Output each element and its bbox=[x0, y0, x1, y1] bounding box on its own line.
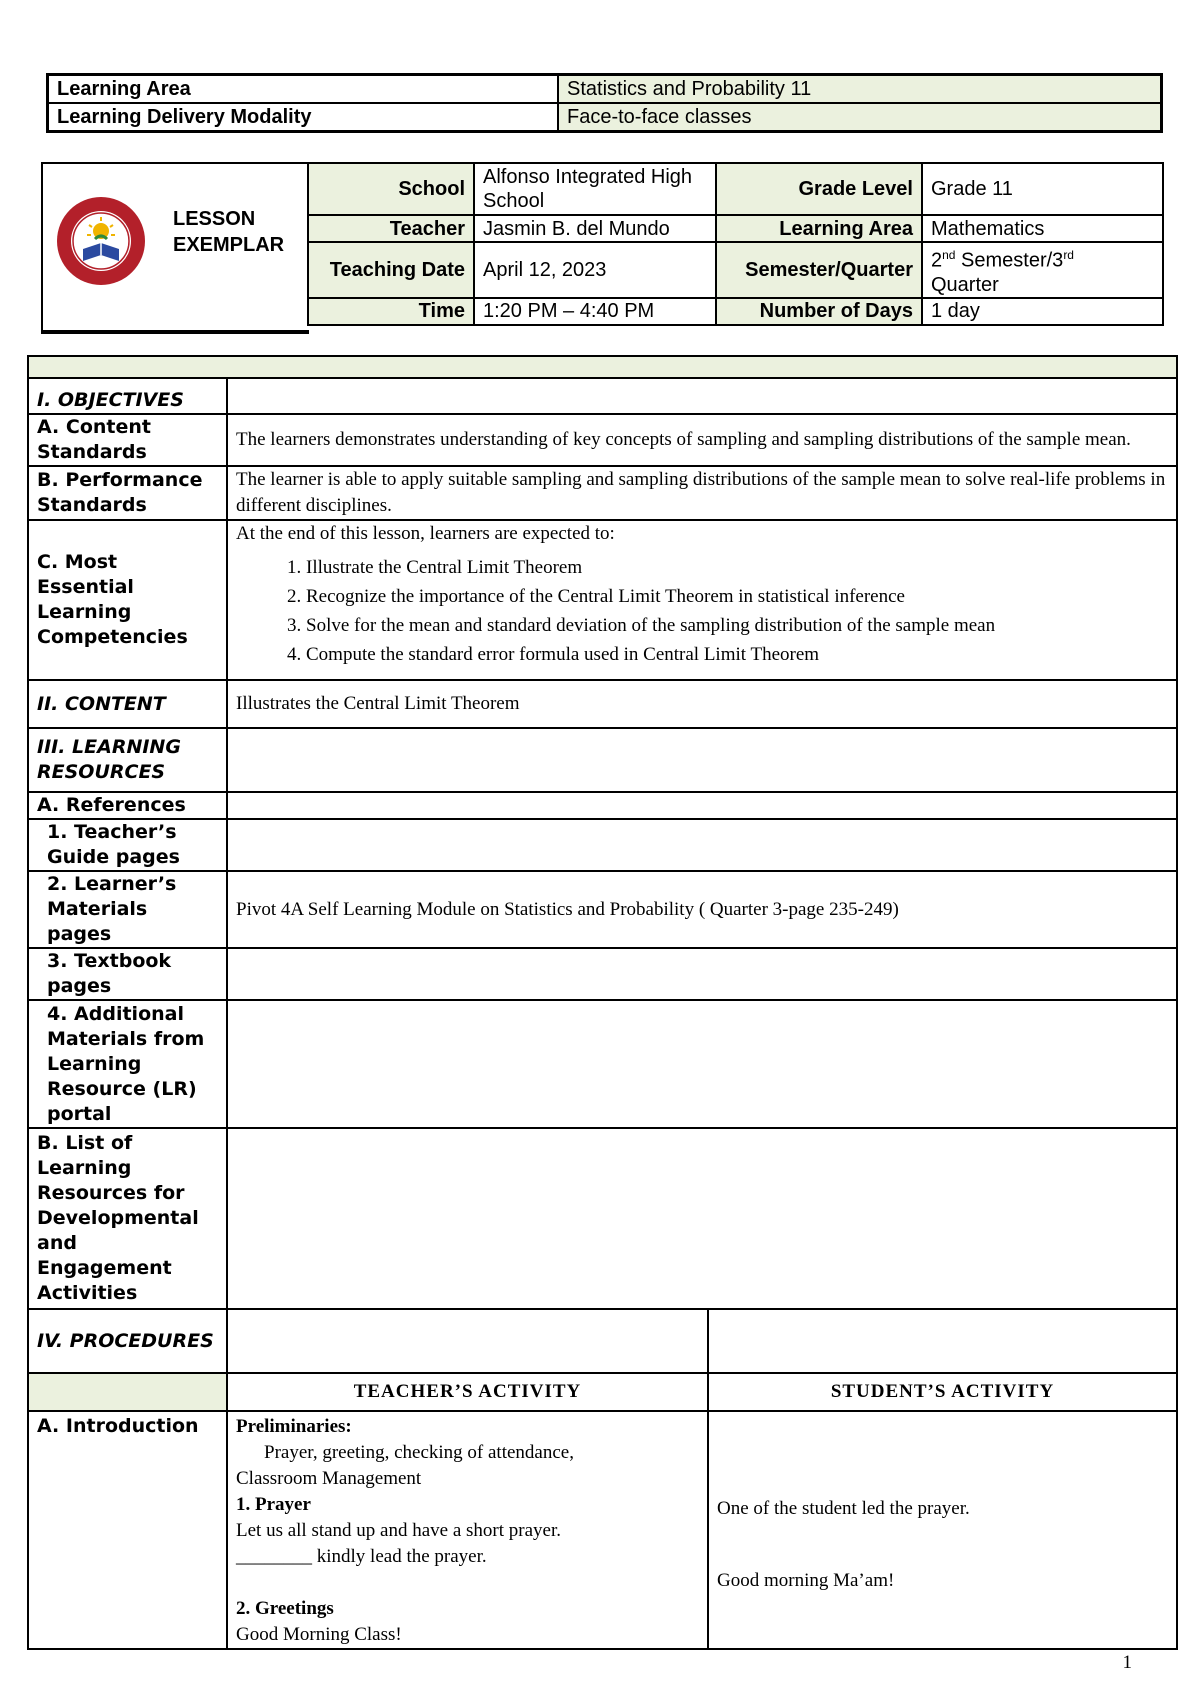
days-value: 1 day bbox=[922, 298, 1163, 325]
procedures-heading: IV. PROCEDURES bbox=[28, 1309, 227, 1373]
school-value: Alfonso Integrated High School bbox=[474, 163, 716, 215]
lesson-title: LESSON EXEMPLAR bbox=[173, 208, 285, 256]
greetings-line: Good Morning Class! bbox=[236, 1624, 402, 1645]
list-item: 4. Compute the standard error formula used in Central Limit Theorem bbox=[306, 640, 1168, 669]
teachers-guide-label: 1. Teacher’s Guide pages bbox=[28, 819, 227, 871]
learners-materials-label: 2. Learner’s Materials pages bbox=[28, 871, 227, 948]
learning-area-label: Learning Area bbox=[48, 75, 559, 104]
student-activity-heading: STUDENT’S ACTIVITY bbox=[708, 1373, 1177, 1411]
semester-label: Semester/Quarter bbox=[716, 242, 922, 298]
melc-intro: At the end of this lesson, learners are expected to: bbox=[236, 523, 615, 544]
list-item: 1. Illustrate the Central Limit Theorem bbox=[306, 553, 1168, 582]
modality-value: Face-to-face classes bbox=[558, 103, 1162, 132]
time-value: 1:20 PM – 4:40 PM bbox=[474, 298, 716, 325]
learning-resources-list-label: B. List of Learning Resources for Developmental and Engagement Activities bbox=[28, 1128, 227, 1309]
melc-cell bbox=[227, 520, 1177, 680]
objectives-heading: I. OBJECTIVES bbox=[28, 378, 227, 414]
textbook-label: 3. Textbook pages bbox=[28, 948, 227, 1000]
lesson-table bbox=[27, 355, 1178, 1650]
prayer-line: Let us all stand up and have a short prayer. bbox=[236, 1520, 562, 1541]
preliminaries-heading: Preliminaries: bbox=[236, 1416, 352, 1437]
student-activity-cell bbox=[708, 1411, 1177, 1649]
teacher-activity-cell bbox=[227, 1411, 708, 1649]
grade-label: Grade Level bbox=[716, 163, 922, 215]
teacher-label: Teacher bbox=[308, 215, 474, 242]
page-number: 1 bbox=[1122, 1652, 1132, 1673]
resources-heading: III. LEARNING RESOURCES bbox=[28, 728, 227, 792]
references-label: A. References bbox=[28, 792, 227, 819]
info-table bbox=[307, 162, 1164, 326]
student-prayer: One of the student led the prayer. bbox=[717, 1498, 970, 1519]
list-item: 2. Recognize the importance of the Central Limit Theorem in statistical inference bbox=[306, 582, 1168, 611]
melc-list bbox=[236, 553, 1168, 669]
content-standards-label: A. Content Standards bbox=[28, 414, 227, 466]
preliminaries-text-2: Classroom Management bbox=[236, 1468, 422, 1489]
performance-standards-label: B. Performance Standards bbox=[28, 466, 227, 520]
content-standards-text: The learners demonstrates understanding of key concepts of sampling and sampling distributions of the sample mean. bbox=[227, 414, 1177, 466]
semester-value: 2nd Semester/3rd Quarter bbox=[922, 242, 1163, 298]
introduction-label: A. Introduction bbox=[28, 1411, 227, 1649]
melc-label: C. Most Essential Learning Competencies bbox=[28, 520, 227, 680]
date-label: Teaching Date bbox=[308, 242, 474, 298]
learning-area-value: Statistics and Probability 11 bbox=[558, 75, 1162, 104]
performance-standards-text: The learner is able to apply suitable sampling and sampling distributions of the sample mean to solve real-life problems in different disciplines. bbox=[227, 466, 1177, 520]
teacher-value: Jasmin B. del Mundo bbox=[474, 215, 716, 242]
student-greeting: Good morning Ma’am! bbox=[717, 1570, 895, 1591]
time-label: Time bbox=[308, 298, 474, 325]
school-label: School bbox=[308, 163, 474, 215]
modality-label: Learning Delivery Modality bbox=[48, 103, 559, 132]
preliminaries-text: Prayer, greeting, checking of attendance, bbox=[264, 1442, 574, 1463]
school-seal-icon bbox=[55, 195, 147, 287]
greetings-heading: 2. Greetings bbox=[236, 1598, 334, 1619]
additional-materials-label: 4. Additional Materials from Learning Resource (LR) portal bbox=[28, 1000, 227, 1128]
learning-area-table bbox=[46, 73, 1163, 133]
blank-header-row bbox=[28, 356, 1177, 378]
area-value: Mathematics bbox=[922, 215, 1163, 242]
prayer-heading: 1. Prayer bbox=[236, 1494, 311, 1515]
grade-value: Grade 11 bbox=[922, 163, 1163, 215]
list-item: 3. Solve for the mean and standard deviation of the sampling distribution of the sample mean bbox=[306, 611, 1168, 640]
days-label: Number of Days bbox=[716, 298, 922, 325]
date-value: April 12, 2023 bbox=[474, 242, 716, 298]
teacher-activity-heading: TEACHER’S ACTIVITY bbox=[227, 1373, 708, 1411]
content-text: Illustrates the Central Limit Theorem bbox=[227, 680, 1177, 728]
learners-materials-value: Pivot 4A Self Learning Module on Statistics and Probability ( Quarter 3-page 235-249) bbox=[227, 871, 1177, 948]
content-heading: II. CONTENT bbox=[28, 680, 227, 728]
area-label: Learning Area bbox=[716, 215, 922, 242]
prayer-line-2: ________ kindly lead the prayer. bbox=[236, 1546, 487, 1567]
